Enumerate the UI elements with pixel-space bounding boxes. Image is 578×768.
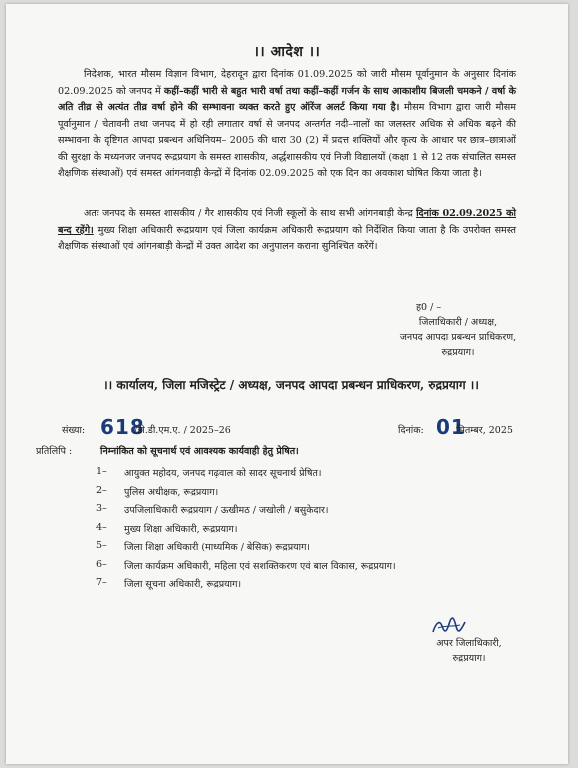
order-paragraph-2 bbox=[58, 206, 516, 256]
office-title: ।। कार्यालय, जिला मजिस्ट्रेट / अध्यक्ष, जनपद आपदा प्रबन्धन प्राधिकरण, रुद्रप्रयाग ।। bbox=[103, 378, 479, 392]
signatory-line-1: जिलाधिकारी / अध्यक्ष, bbox=[418, 317, 498, 328]
copy-recipient-list bbox=[96, 466, 516, 596]
copy-text: निम्नांकित को सूचनार्थ एवं आवश्यक कार्यवाही हेतु प्रेषित। bbox=[100, 446, 299, 457]
bottom-signatory-line-2: रुद्रप्रयाग। bbox=[452, 653, 486, 664]
bottom-signatory-line-1: अपर जिलाधिकारी, bbox=[436, 638, 502, 649]
additional-dm-signatory bbox=[404, 636, 534, 666]
list-item: 4– मुख्य शिक्षा अधिकारी, रूद्रप्रयाग। bbox=[96, 521, 238, 535]
signed-mark: ह0 / – bbox=[416, 302, 442, 313]
signatory-line-2: जनपद आपदा प्रबन्धन प्राधिकरण, bbox=[399, 332, 517, 343]
signatory-line-3: रुद्रप्रयाग। bbox=[441, 347, 475, 358]
para1-text-b: मौसम विभाग द्वारा जारी मौसम पूर्वानुमान / चेतावनी तथा जनपद में हो रही लगातार वर्षा से जनपद अन्तर्गत नदी–नालों का जलस्तर अधिक से अधिक बढ़ने की सम्भावना के दृष्टिगत आपदा प्रबन्धन अधिनियम– 2005 की धारा 30 (2) में प्रदत्त शक्तियों और कृत्य के आधार पर छात्र–छात्राओं की सुरक्षा के मध्यनजर जनपद रूद्रप्रयाग के समस्त शासकीय, अर्द्धशासकीय एवं निजी विद्यालयों (कक्षा 1 से 12 तक संचालित समस्त शैक्षणिक संस्थाओं) एवं समस्त आंगनवाड़ी केन्द्रों में दिनांक 02.09.2025 को एक दिन का अवकाश घोषित किया जाता है। bbox=[58, 102, 516, 179]
para2-closure-date: दिनांक 02.09.2025 को बन्द रहेंगे। bbox=[58, 208, 516, 236]
para1-bold-alert: कहीं–कहीं भारी से बहुत भारी वर्षा तथा कहीं–कहीं गर्जन के साथ आकाशीय बिजली चमकने / वर्षा के अति तीव्र से अत्यंत तीव्र वर्षा होने की सम्भावना व्यक्त करते हुए ऑरेंज अलर्ट किया गया है। bbox=[58, 85, 516, 113]
list-item: 5– जिला शिक्षा अधिकारी (माध्यमिक / बेसिक) रूद्रप्रयाग। bbox=[96, 540, 311, 553]
list-item: 3– उपजिलाधिकारी रूद्रप्रयाग / ऊखीमठ / जखोली / बसुकेदार। bbox=[96, 503, 329, 516]
list-item: 1– आयुक्त महोदय, जनपद गढ़वाल को सादर सूचनार्थ प्रेषित। bbox=[96, 466, 322, 479]
handwritten-signature bbox=[430, 616, 468, 638]
sankhya-label: संख्या: bbox=[62, 425, 86, 436]
list-item: 6– जिला कार्यक्रम अधिकारी, महिला एवं सशक्तिकरण एवं बाल विकास, रूद्रप्रयाग। bbox=[96, 558, 396, 572]
date-month-year: सितम्बर, 2025 bbox=[456, 425, 513, 436]
date-label: दिनांक: bbox=[398, 425, 424, 436]
list-item: 2– पुलिस अधीक्षक, रूद्रप्रयाग। bbox=[96, 484, 219, 498]
handwritten-number: 618 bbox=[100, 415, 145, 439]
order-paragraph-1 bbox=[58, 67, 516, 183]
reference-row bbox=[62, 417, 522, 439]
order-heading: ।। आदेश ।। bbox=[253, 44, 321, 60]
list-item: 7– जिला सूचना अधिकारी, रूद्रप्रयाग। bbox=[96, 577, 242, 590]
reference-code: /डी.डी.एम.ए. / 2025–26 bbox=[134, 425, 231, 436]
copy-label: प्रतिलिपि : bbox=[36, 446, 73, 457]
signatory-block bbox=[378, 300, 538, 360]
para2-text-b: मुख्य शिक्षा अधिकारी रूद्रप्रयाग एवं जिला कार्यक्रम अधिकारी रूद्रप्रयाग को निर्देशित किया जाता है कि उपरोक्त समस्त शैक्षणिक संस्थाओं एवं आंगनबाड़ी केन्द्रों में उक्त आदेश का अनुपालन कराना सुनिश्चित करेंगें। bbox=[58, 224, 516, 252]
para2-text-a: अतः जनपद के समस्त शासकीय / गैर शासकीय एवं निजी स्कूलों के साथ सभी आंगनबाड़ी केन्द्र bbox=[84, 208, 417, 219]
para1-text-a: निदेशक, भारत मौसम विज्ञान विभाग, देहरादून द्वारा दिनांक 01.09.2025 को जारी मौसम पूर्वानुमान के अनुसार दिनांक 02.09.2025 को जनपद में bbox=[58, 69, 516, 97]
handwritten-day: 01 bbox=[436, 415, 466, 439]
document-page bbox=[6, 4, 568, 764]
